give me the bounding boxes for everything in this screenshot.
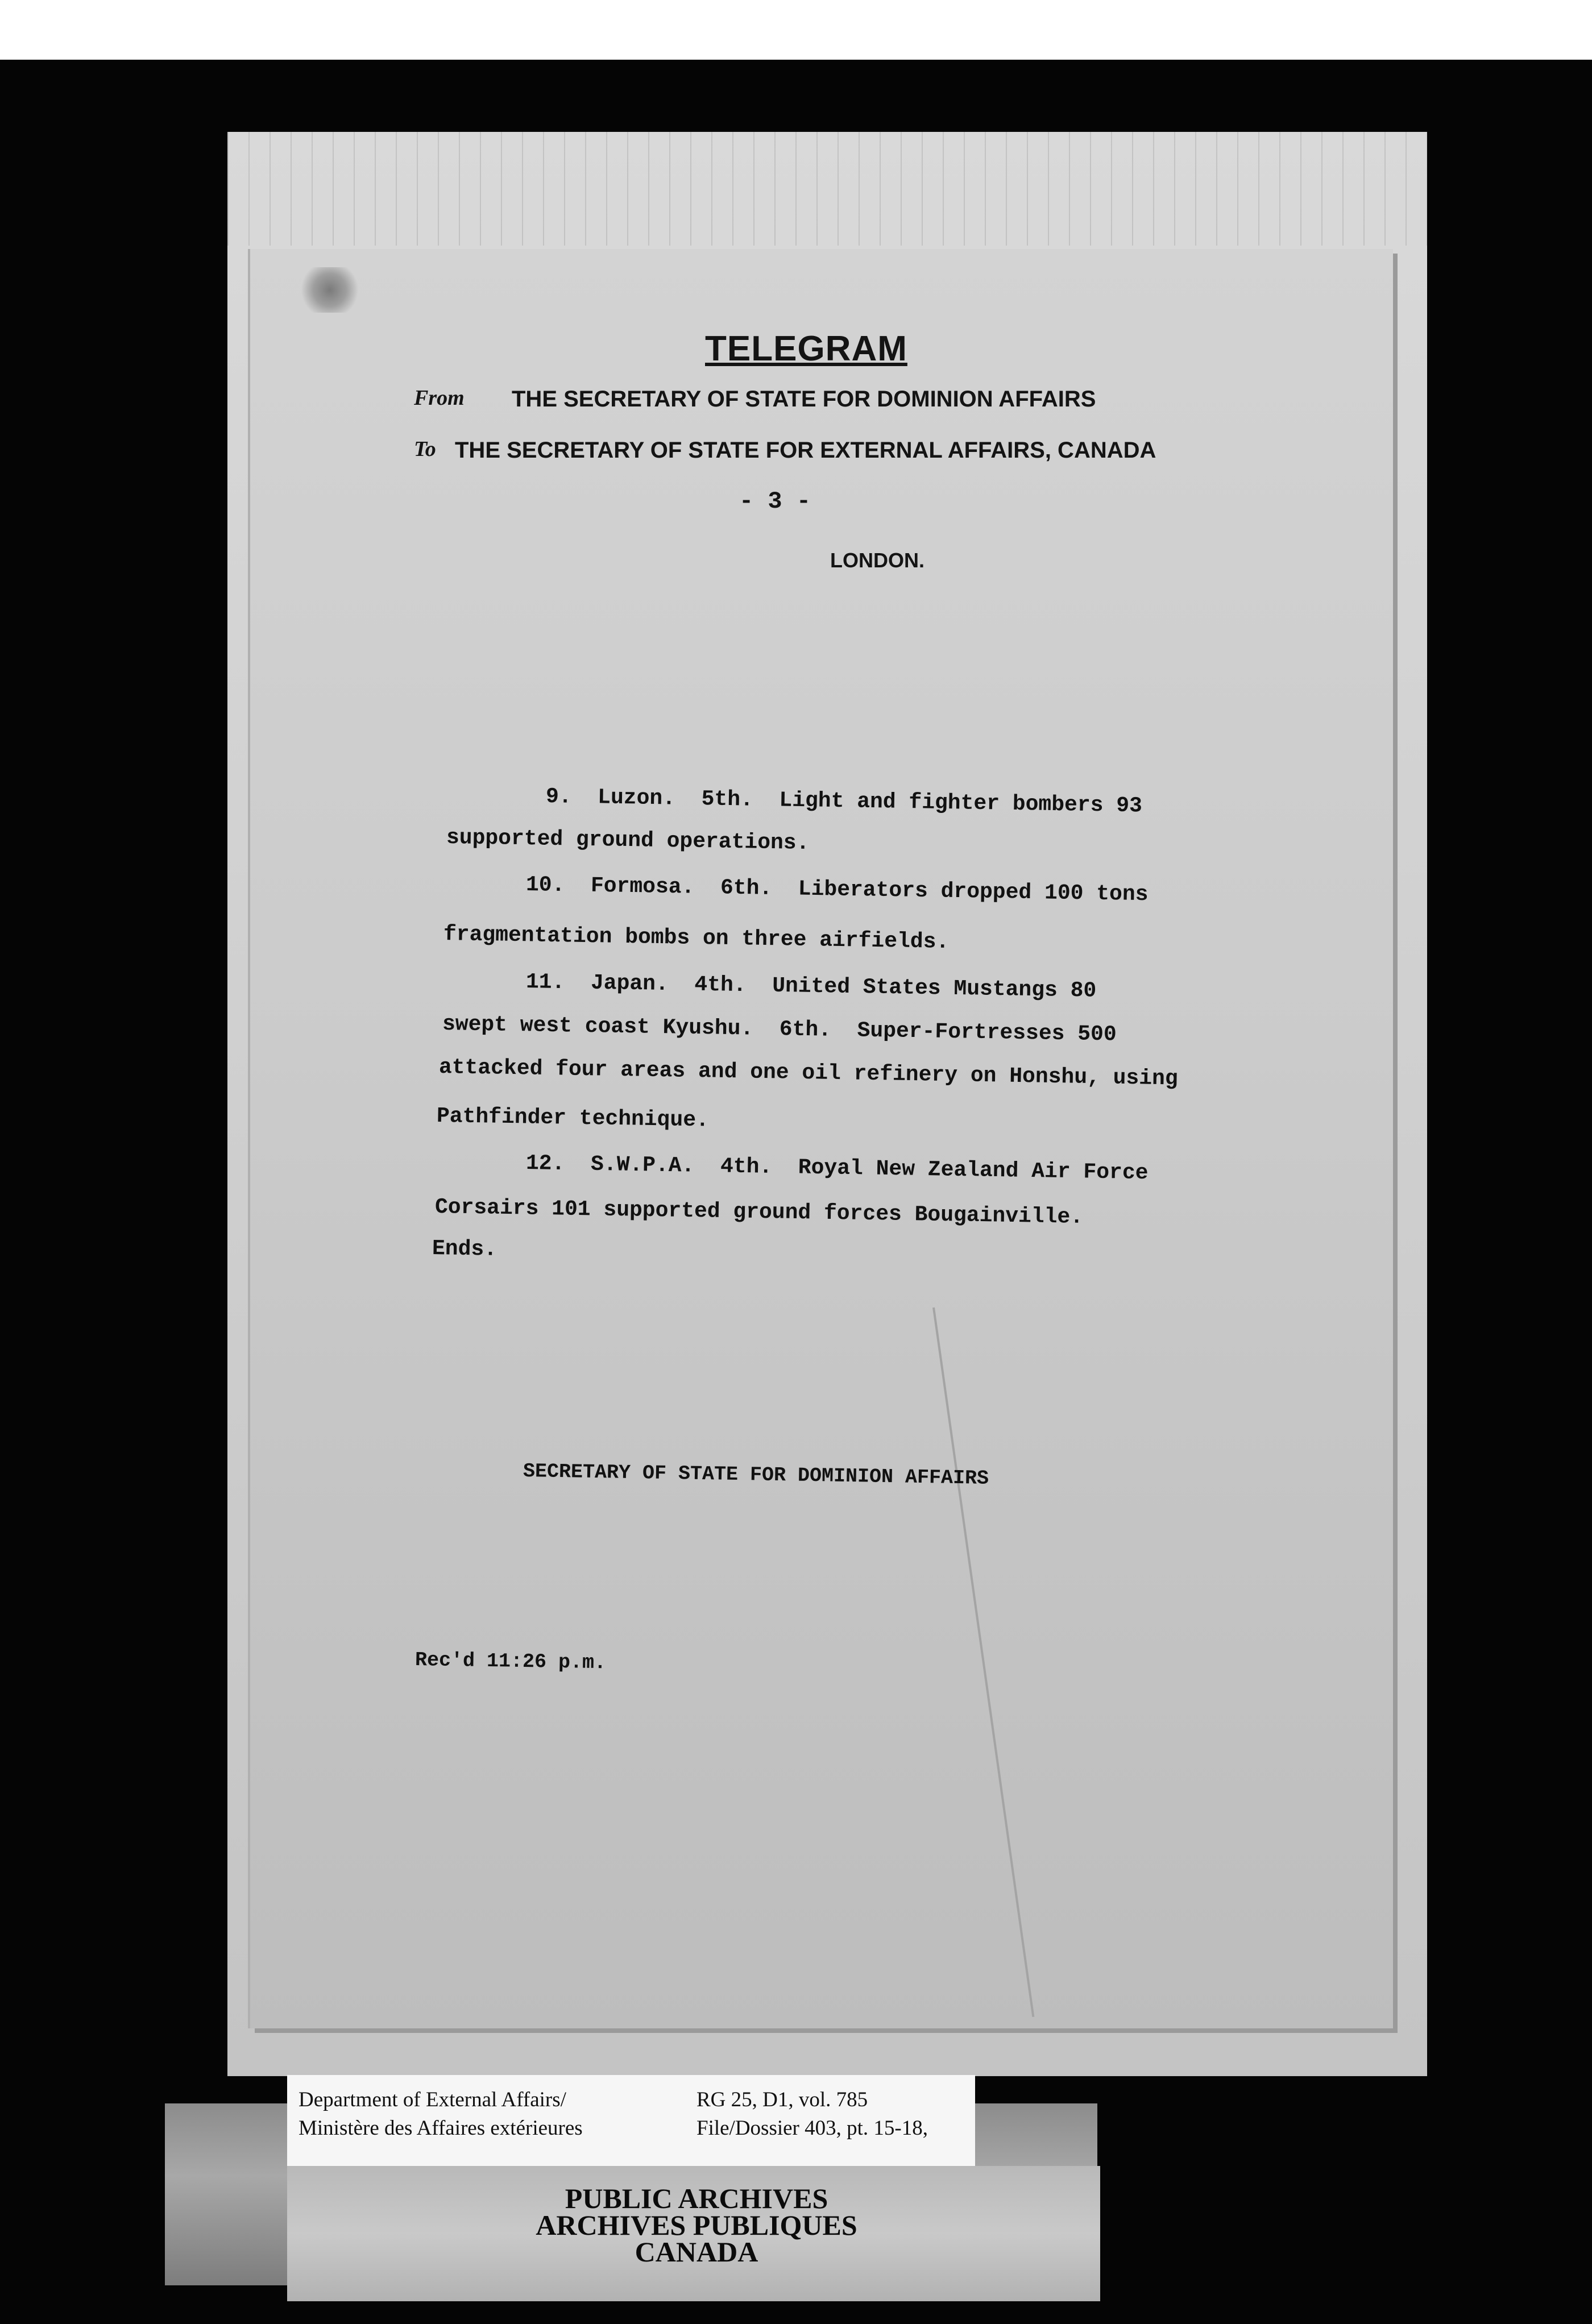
body-line: swept west coast Kyushu. 6th. Super-Fortresses 500 [442,1012,1117,1047]
body-line: 9. Luzon. 5th. Light and fighter bombers 93 [545,785,1143,819]
paper-stain [296,267,364,313]
body-line: 12. S.W.P.A. 4th. Royal New Zealand Air Force [525,1151,1149,1186]
from-value: THE SECRETARY OF STATE FOR DOMINION AFFAIRS [512,387,1096,412]
body-line: fragmentation bombs on three airfields. [443,922,950,955]
scan-top-border [0,0,1592,60]
city-line: LONDON. [830,549,924,572]
to-label: To [414,437,436,461]
archives-stamp-line1: PUBLIC ARCHIVES [565,2182,828,2214]
body-line: supported ground operations. [446,825,810,856]
body-line: 10. Formosa. 6th. Liberators dropped 100 tons [525,873,1149,907]
backing-sheet-marks [227,132,1427,246]
telegram-title: TELEGRAM [705,329,907,368]
archives-stamp-line3: CANADA [635,2236,758,2268]
ref-volume: RG 25, D1, vol. 785 [696,2088,868,2111]
body-line: Pathfinder technique. [436,1104,710,1133]
archives-stamp-line2: ARCHIVES PUBLIQUES [536,2209,857,2241]
ref-file: File/Dossier 403, pt. 15-18, [696,2116,928,2140]
body-line: Ends. [432,1236,498,1262]
page-number: - 3 - [739,488,811,515]
received-time: Rec'd 11:26 p.m. [414,1649,607,1675]
archive-reference-label [287,2075,975,2166]
body-line: attacked four areas and one oil refinery on Honshu, using [438,1055,1178,1092]
to-value: THE SECRETARY OF STATE FOR EXTERNAL AFFAIRS, CANADA [455,438,1156,463]
signature-line: SECRETARY OF STATE FOR DOMINION AFFAIRS [523,1460,989,1490]
body-line: 11. Japan. 4th. United States Mustangs 80 [525,970,1097,1003]
dept-fr: Ministère des Affaires extérieures [298,2116,583,2140]
telegram-page [250,249,1393,2028]
from-label: From [414,386,465,410]
dept-en: Department of External Affairs/ [298,2088,566,2111]
body-line: Corsairs 101 supported ground forces Bougainville. [434,1195,1084,1230]
